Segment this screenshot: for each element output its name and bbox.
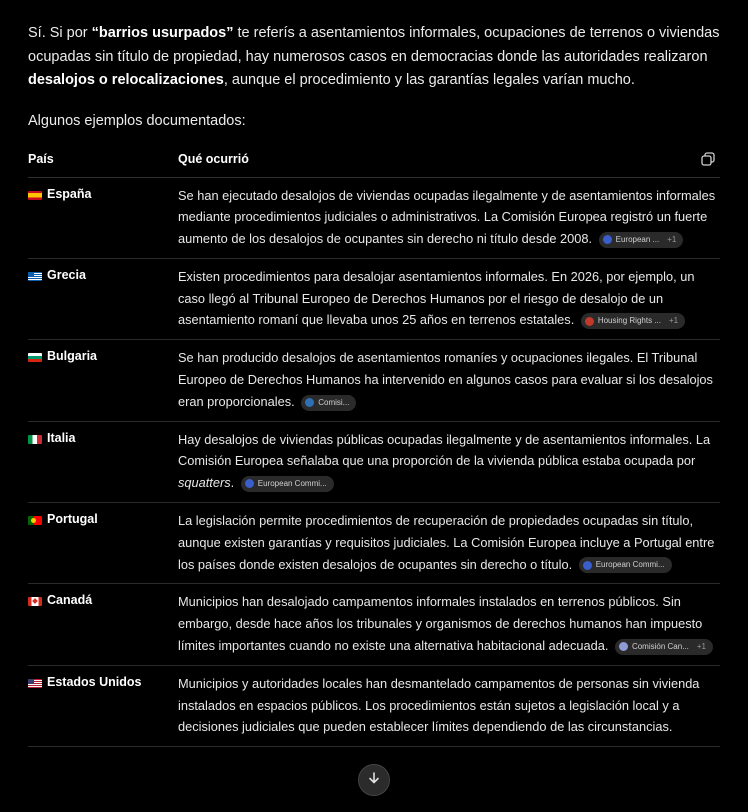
flag-bg-icon xyxy=(28,353,42,362)
examples-label: Algunos ejemplos documentados: xyxy=(28,112,246,129)
source-favicon-icon xyxy=(585,317,594,326)
country-name: Estados Unidos xyxy=(47,674,142,689)
country-cell xyxy=(28,510,178,575)
country-name: España xyxy=(47,186,92,201)
description-cell xyxy=(178,510,720,575)
country-cell xyxy=(28,266,178,331)
description-text: Hay desalojos de viviendas públicas ocupadas ilegalmente y de asentamientos informales. La Comisión Europea señalaba que una proporción de la vivienda pública estaba ocupada por xyxy=(178,431,711,469)
country-name: Italia xyxy=(47,430,76,445)
country-cell xyxy=(28,347,178,412)
flag-ca-icon xyxy=(28,597,42,606)
flag-it-icon xyxy=(28,435,42,444)
source-chip-label: European Commi... xyxy=(257,479,327,488)
intro-paragraph: Sí. Si por “barrios usurpados” te referís a asentamientos informales, ocupaciones de terrenos o viviendas ocupadas sin título de propiedad, hay numerosos casos en democracias donde las autoridades realizaron desalojos o relocalizaciones, aunque el procedimiento y las garantías legales varían mucho. xyxy=(28,25,720,88)
country-name: Portugal xyxy=(47,512,98,527)
source-favicon-icon xyxy=(305,398,314,407)
flag-es-icon xyxy=(28,191,42,200)
flag-pt-icon xyxy=(28,516,42,525)
source-chip-label: Housing Rights ... xyxy=(597,316,661,326)
description-cell xyxy=(178,429,720,494)
source-chip-count: +1 xyxy=(667,234,677,244)
source-chip-count: +1 xyxy=(696,641,706,651)
source-chip-count: +1 xyxy=(668,316,679,326)
country-cell xyxy=(28,673,178,738)
source-chip-label: European Commi... xyxy=(595,560,665,570)
description-cell xyxy=(178,266,720,331)
description-text: Se han producido desalojos de asentamientos romaníes y ocupaciones ilegales. El Tribunal Europeo de Derechos Humanos ha intervenido en algunos casos para evaluar si los desalojos eran proporcionales. xyxy=(178,350,713,409)
country-name: Grecia xyxy=(47,267,86,282)
country-cell xyxy=(28,185,178,250)
source-chip-label: European ... xyxy=(615,234,660,244)
table-row xyxy=(28,422,720,503)
source-favicon-icon xyxy=(603,235,612,244)
source-chip-label: Comisión Can... xyxy=(631,641,689,651)
table-row xyxy=(28,340,720,421)
country-name: Bulgaria xyxy=(47,349,98,364)
description-cell xyxy=(178,591,720,656)
country-name: Canadá xyxy=(47,593,93,608)
source-chip-label: Comisi... xyxy=(318,397,350,407)
description-text: La legislación permite procedimientos de recuperación de propiedades ocupadas sin título, aunque existen garantías y requisitos judiciales. La Comisión Europea incluye a Portugal entre los países donde existen desalojos de ocupantes sin derecho o título. xyxy=(178,513,715,572)
source-chip[interactable] xyxy=(615,639,713,655)
country-cell xyxy=(28,591,178,656)
copy-icon[interactable] xyxy=(700,151,716,167)
source-chip[interactable] xyxy=(599,232,684,248)
country-cell xyxy=(28,429,178,494)
source-favicon-icon xyxy=(619,642,628,651)
description-cell xyxy=(178,185,720,250)
table-row xyxy=(28,259,720,340)
source-chip[interactable] xyxy=(581,313,685,329)
description-text: Municipios y autoridades locales han desmantelado campamentos de personas sin vivienda instalados en espacios públicos. Los procedimientos están sujetos a legislación local y a decisiones judiciales que pueden establecer límites dependiendo de las circunstancias. xyxy=(178,675,700,735)
description-text: Se han ejecutado desalojos de viviendas ocupadas ilegalmente y de asentamientos informales mediante procedimientos judiciales o administrativos. La Comisión Europea registró un fuerte aumento de los desalojos de ocupantes sin derecho ni título desde 2008. xyxy=(178,187,716,247)
table-body xyxy=(28,178,720,748)
description-text: Municipios han desalojado campamentos informales instalados en terrenos públicos. Sin embargo, desde hace años los tribunales y organismos de derechos humanos han impuesto límites importantes cuando no existe una alternativa habitacional adecuada. xyxy=(178,594,703,654)
flag-gr-icon xyxy=(28,272,42,281)
table-header xyxy=(28,147,720,178)
arrow-down-icon xyxy=(367,771,381,790)
source-chip[interactable] xyxy=(301,395,356,411)
description-text: Existen procedimientos para desalojar asentamientos informales. En 2026, por ejemplo, un caso llegó al Tribunal Europeo de Derechos Humanos por el riesgo de desalojo de un asentamiento romaní que llevaba unos 25 años en terrenos estatales. xyxy=(178,268,695,328)
description-text-end: . xyxy=(230,475,235,491)
description-emphasis: squatters xyxy=(178,475,231,491)
table-row xyxy=(28,503,720,584)
table-row xyxy=(28,666,720,747)
scroll-down-button[interactable] xyxy=(358,764,390,796)
source-favicon-icon xyxy=(583,561,592,570)
source-chip[interactable] xyxy=(241,476,334,492)
message-content xyxy=(28,0,720,747)
source-favicon-icon xyxy=(245,479,254,488)
header-what: Qué ocurrió xyxy=(178,151,249,166)
description-cell xyxy=(178,673,720,738)
header-country: País xyxy=(28,151,54,166)
table-row xyxy=(28,178,720,259)
flag-us-icon xyxy=(28,679,42,688)
table-row xyxy=(28,584,720,665)
description-cell xyxy=(178,347,720,412)
source-chip[interactable] xyxy=(579,557,672,573)
